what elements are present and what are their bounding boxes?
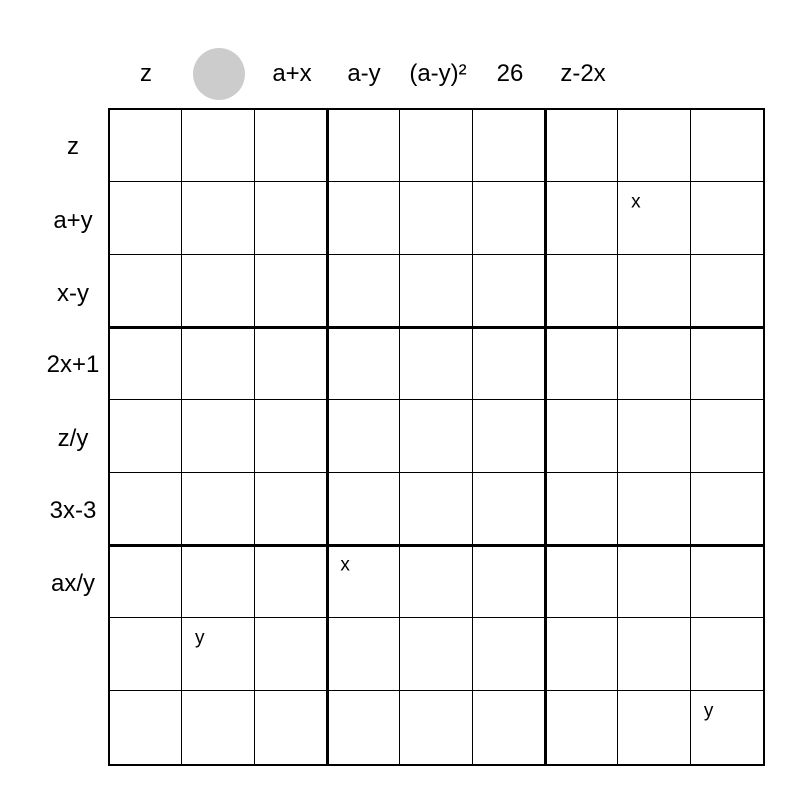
row-clue-5: z/y [57, 425, 89, 452]
row-clue-4: 2x+1 [46, 351, 100, 378]
column-clue-7: z-2x [560, 60, 606, 87]
row-clue-7: ax/y [50, 570, 96, 597]
column-clue-5: (a-y)² [409, 60, 467, 87]
column-clue-3: a+x [272, 60, 312, 87]
column-clue-blank-circle [193, 48, 245, 100]
cell-mark-y: y [194, 627, 205, 649]
cell-mark-x: x [340, 554, 350, 576]
row-clue-2: a+y [53, 207, 93, 234]
row-clue-6: 3x-3 [49, 497, 97, 524]
row-clue-1: z [67, 133, 79, 160]
row-clue-3: x-y [57, 280, 89, 307]
grid-border [108, 108, 765, 766]
column-clue-1: z [140, 60, 152, 87]
column-clue-4: a-y [347, 60, 381, 87]
column-clue-6: 26 [496, 60, 524, 87]
cell-mark-y: y [703, 700, 714, 722]
sudoku-grid [108, 108, 765, 766]
cell-mark-x: x [631, 191, 641, 213]
